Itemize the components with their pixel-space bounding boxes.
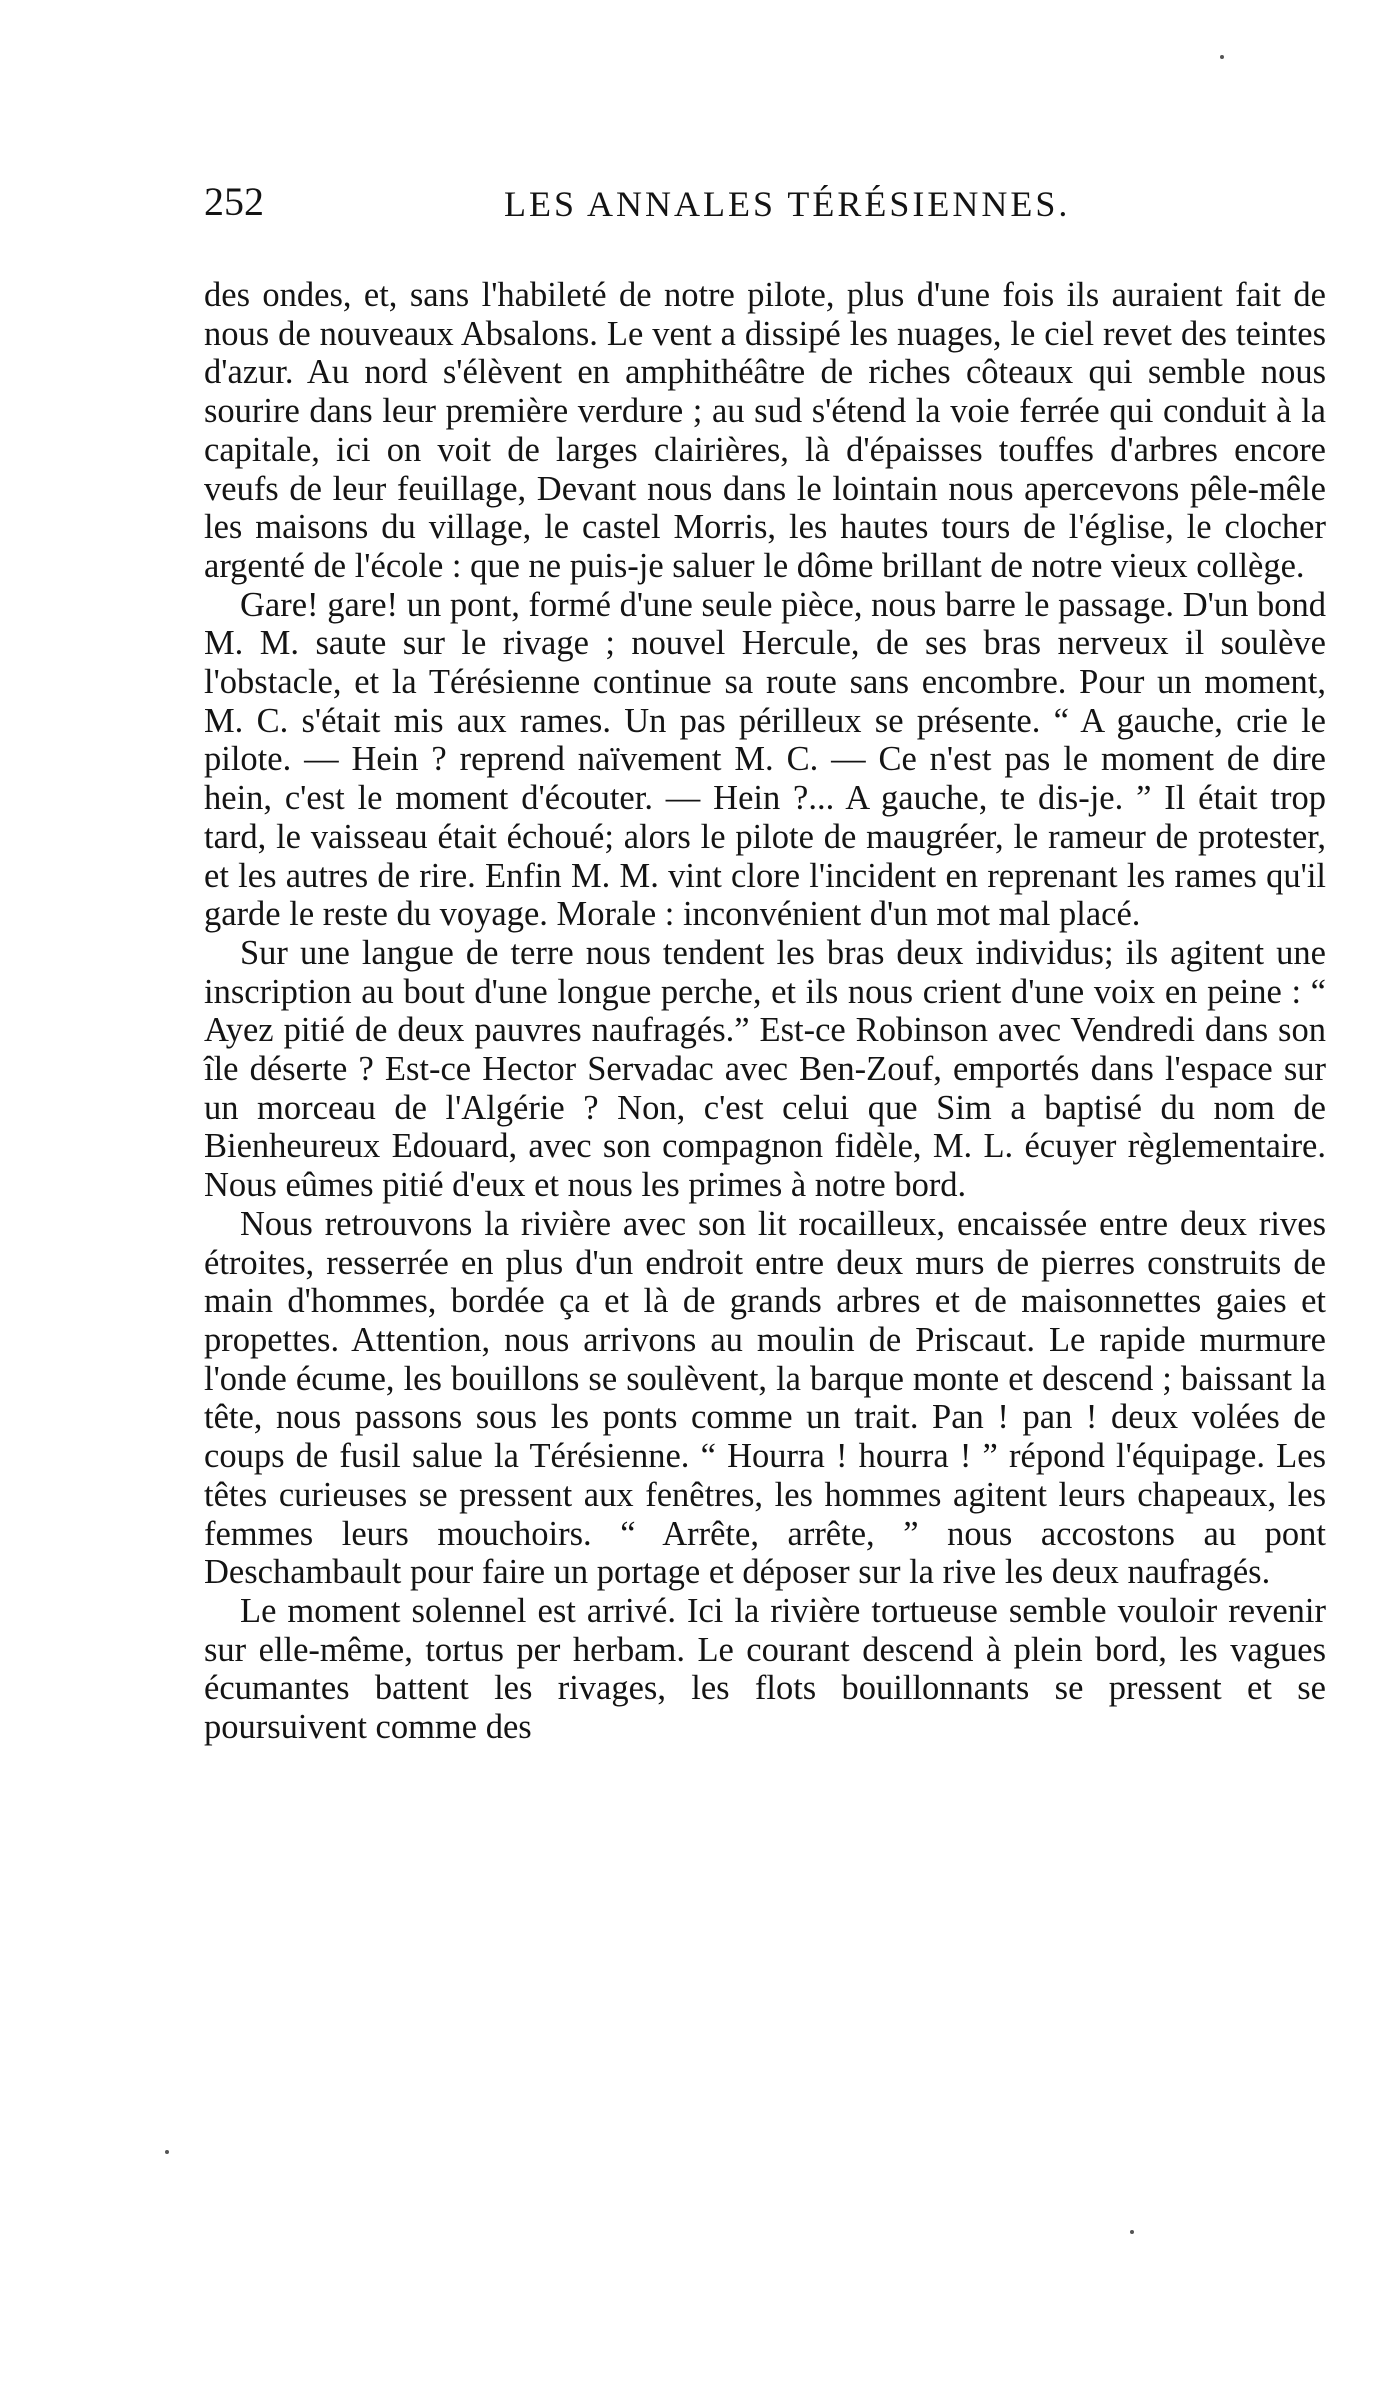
scan-speck (1220, 55, 1224, 59)
running-head (204, 172, 1326, 232)
paragraph-3: Sur une langue de terre nous tendent les bras deux individus; ils agitent une inscription au bout d'une longue perche, et ils nous crient d'une voix en peine : “ Ayez pitié de deux pauvres naufragés.” Est-ce Robinson avec Vendredi dans son île déserte ? Est-ce Hector Servadac avec Ben-Zouf, emportés dans l'espace sur un morceau de l'Algérie ? Non, c'est celui que Sim a baptisé du nom de Bienheureux Edouard, avec son compagnon fidèle, M. L. écuyer règlementaire. Nous eûmes pitié d'eux et nous les primes à notre bord. (204, 933, 1326, 1205)
page-number: 252 (204, 179, 264, 224)
body-text (204, 276, 1326, 1747)
paragraph-5: Le moment solennel est arrivé. Ici la rivière tortueuse semble vouloir revenir sur elle-même, tortus per herbam. Le courant descend à plein bord, les vagues écumantes battent les rivages, les flots bouillonnants se pressent et se poursuivent comme des (204, 1591, 1326, 1747)
running-title: LES ANNALES TÉRÉSIENNES. (504, 184, 1071, 224)
book-page (204, 172, 1326, 1747)
paragraph-2: Gare! gare! un pont, formé d'une seule pièce, nous barre le passage. D'un bond M. M. saute sur le rivage ; nouvel Hercule, de ses bras nerveux il soulève l'obstacle, et la Térésienne continue sa route sans encombre. Pour un moment, M. C. s'était mis aux rames. Un pas périlleux se présente. “ A gauche, crie le pilote. — Hein ? reprend naïvement M. C. — Ce n'est pas le moment de dire hein, c'est le moment d'écouter. — Hein ?... A gauche, te dis-je. ” Il était trop tard, le vaisseau était échoué; alors le pilote de maugréer, le rameur de protester, et les autres de rire. Enfin M. M. vint clore l'incident en reprenant les rames qu'il garde le reste du voyage. Morale : inconvénient d'un mot mal placé. (204, 585, 1326, 934)
scan-speck (1130, 2230, 1134, 2234)
paragraph-4: Nous retrouvons la rivière avec son lit rocailleux, encaissée entre deux rives étroites, resserrée en plus d'un endroit entre deux murs de pierres construits de main d'hommes, bordée ça et là de grands arbres et de maisonnettes gaies et propettes. Attention, nous arrivons au moulin de Priscaut. Le rapide murmure l'onde écume, les bouillons se soulèvent, la barque monte et descend ; baissant la tête, nous passons sous les ponts comme un trait. Pan ! pan ! deux volées de coups de fusil salue la Térésienne. “ Hourra ! hourra ! ” répond l'équipage. Les têtes curieuses se pressent aux fenêtres, les hommes agitent leurs chapeaux, les femmes leurs mouchoirs. “ Arrête, arrête, ” nous accostons au pont Deschambault pour faire un portage et déposer sur la rive les deux naufragés. (204, 1204, 1326, 1592)
paragraph-1: des ondes, et, sans l'habileté de notre pilote, plus d'une fois ils auraient fait de nous de nouveaux Absalons. Le vent a dissipé les nuages, le ciel revet des teintes d'azur. Au nord s'élèvent en amphithéâtre de riches côteaux qui semble nous sourire dans leur première verdure ; au sud s'étend la voie ferrée qui conduit à la capitale, ici on voit de larges clairières, là d'épaisses touffes d'arbres encore veufs de leur feuillage, Devant nous dans le lointain nous apercevons pêle-mêle les maisons du village, le castel Morris, les hautes tours de l'église, le clocher argenté de l'école : que ne puis-je saluer le dôme brillant de notre vieux collège. (204, 276, 1326, 585)
scan-speck (165, 2150, 169, 2154)
